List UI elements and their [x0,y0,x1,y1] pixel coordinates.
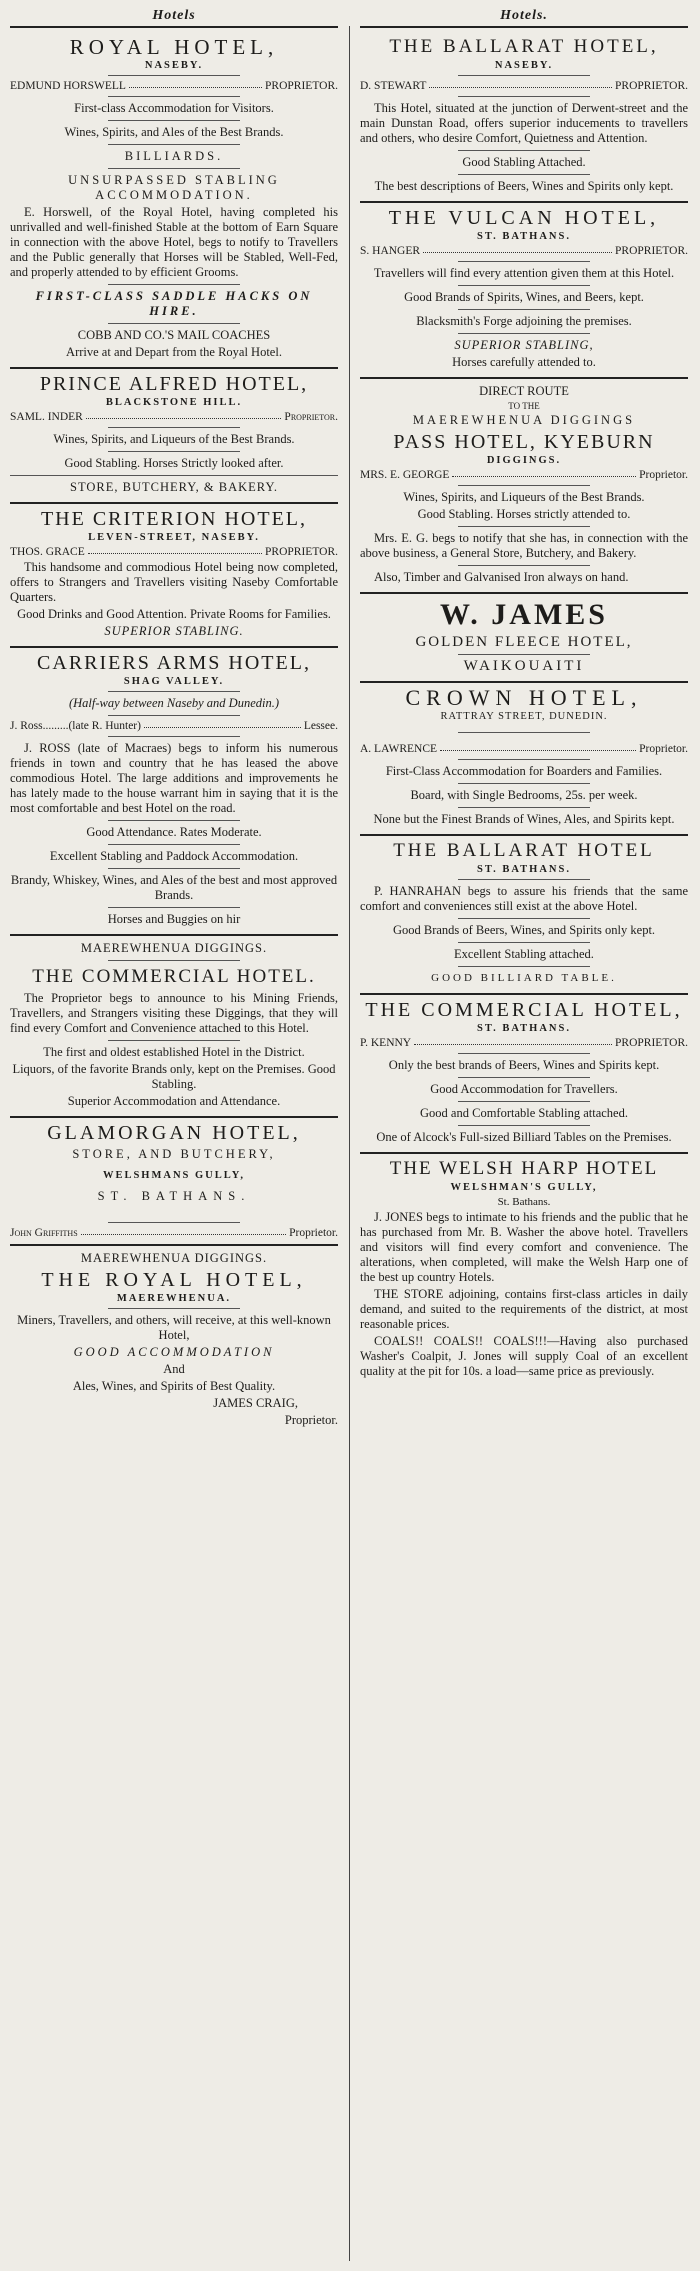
ad-line: Good Stabling Attached. [462,155,586,169]
ad-commercial-hotel-st-bathans [360,995,688,1154]
ad-place: WELSHMAN'S GULLY, [450,1182,598,1193]
ad-body: Mrs. E. G. begs to notify that she has, in connection with the above business, a General Store, Butchery, and Bakery. [360,531,688,560]
proprietor-line: EDMUND HORSWELL PROPRIETOR. [10,80,338,92]
ad-line: Wines, Spirits, and Ales of the Best Brands. [64,125,284,139]
ad-title: THE COMMERCIAL HOTEL. [32,966,316,987]
ad-line: Board, with Single Bedrooms, 25s. per week. [410,788,638,802]
ad-body: COALS!! COALS!! COALS!!!—Having also purchased Washer's Coalpit, J. Jones will supply Coal of an excellent quality at the pit for 10s. a load—same price as previously. [360,1334,688,1378]
ad-kicker: MAEREWHENUA DIGGINGS [412,413,636,427]
ad-carriers-arms-hotel [10,648,338,936]
ad-commercial-hotel-diggings [10,936,338,1118]
ad-body: THE STORE adjoining, contains first-class articles in daily demand, and suited to the requirements of the district, at most reasonable prices. [360,1287,688,1331]
ad-body: P. HANRAHAN begs to assure his friends that the same comfort and conveniences still exist at the above Hotel. [360,884,688,913]
ad-line: Wines, Spirits, and Liqueurs of the Best Brands. [53,432,295,446]
ad-line: Blacksmith's Forge adjoining the premises. [416,314,632,328]
ad-line: GOOD ACCOMMODATION [73,1345,275,1359]
ad-pass-hotel [360,379,688,594]
ad-line: BILLIARDS. [124,149,224,163]
ad-line: Good Brands of Beers, Wines, and Spirits only kept. [392,923,656,937]
ad-line: One of Alcock's Full-sized Billiard Tables on the Premises. [376,1130,672,1144]
ad-line: Good Stabling. Horses strictly attended to. [417,507,631,521]
ad-place: St. Bathans. [497,1196,551,1208]
ad-line: Excellent Stabling and Paddock Accommodation. [49,849,299,863]
proprietor-name: JAMES CRAIG, [213,1396,298,1410]
proprietor-line: SAML. INDER Proprietor. [10,411,338,423]
ad-line: The best descriptions of Beers, Wines and Spirits only kept. [374,179,674,193]
ad-title: THE BALLARAT HOTEL, [389,36,659,57]
ad-place: DIGGINGS. [486,455,562,466]
ad-place: NASEBY. [144,60,204,71]
ad-line: Only the best brands of Beers, Wines and Spirits kept. [388,1058,660,1072]
ad-line: Also, Timber and Galvanised Iron always on hand. [374,570,629,584]
ad-line: Superior Accommodation and Attendance. [67,1094,281,1108]
ad-title: THE ROYAL HOTEL, [41,1269,307,1291]
ad-line: Miners, Travellers, and others, will receive, at this well-known Hotel, [17,1313,331,1342]
lessee-line: J. Ross.........(late R. Hunter) Lessee. [10,720,338,732]
ad-line: Horses carefully attended to. [452,355,596,369]
column-heading-right: Hotels. [360,8,688,28]
ad-line: First-class Accommodation for Visitors. [74,101,274,115]
ad-title: PRINCE ALFRED HOTEL, [39,373,309,395]
ad-title: CARRIERS ARMS HOTEL, [37,652,311,674]
ad-place: RATTRAY STREET, DUNEDIN. [440,711,608,722]
ad-golden-fleece-hotel [360,594,688,683]
ad-line: COBB AND CO.'S MAIL COACHES [77,328,271,342]
column-heading-left: Hotels [10,8,338,28]
ad-kicker: TO THE [508,401,540,411]
column-divider [349,26,350,2261]
ad-place: ST. BATHANS. [477,1023,571,1034]
ad-body: The Proprietor begs to announce to his Mining Friends, Travellers, and Strangers visiting these Diggings, that they will find every Comfort and Convenience attached to this Hotel. [10,991,338,1035]
ad-title: THE COMMERCIAL HOTEL, [365,999,683,1021]
ad-subtitle: ST. BATHANS. [97,1189,251,1203]
ad-subtitle: WELSHMANS GULLY, [102,1170,246,1181]
ad-line: Horses and Buggies on hir [107,912,241,926]
ad-line: First-Class Accommodation for Boarders and Families. [385,764,663,778]
proprietor-line: P. KENNY PROPRIETOR. [360,1037,688,1049]
ad-line: The first and oldest established Hotel in the District. [43,1045,305,1059]
ad-body: J. JONES begs to intimate to his friends and the public that he has purchased from Mr. B. Washer the above hotel. Travellers and visitors will find every comfort and convenience. The alterations, when completed, will make the Welsh Harp one of the best up country Hotels. [360,1210,688,1284]
ad-title: PASS HOTEL, KYEBURN [393,431,655,453]
ad-title: W. JAMES [440,598,608,631]
ad-line: UNSURPASSED STABLING ACCOMMODATION. [68,173,280,202]
ad-line: Excellent Stabling attached. [454,947,594,961]
ad-line: Good Brands of Spirits, Wines, and Beers, kept. [404,290,644,304]
ad-place: ST. BATHANS. [477,231,571,242]
ad-line: Good Attendance. Rates Moderate. [86,825,262,839]
ad-line: STORE, BUTCHERY, & BAKERY. [70,480,278,494]
ad-body: J. ROSS (late of Macraes) begs to inform his numerous friends in town and country that he has leased the above commodious Hotel. The large additions and improvements he has lately made to the house warrant him in saying that it is the most comfortable and best Hotel on the road. [10,741,338,815]
ad-title: CROWN HOTEL, [405,685,643,710]
ad-subtitle: STORE, AND BUTCHERY, [72,1147,276,1161]
ad-ballarat-hotel-naseby [360,32,688,203]
ad-line: And [163,1362,185,1376]
ad-line: Travellers will find every attention given them at this Hotel. [373,266,675,280]
proprietor-line: MRS. E. GEORGE Proprietor. [360,469,688,481]
ad-body: This handsome and commodious Hotel being now completed, offers to Strangers and Travellers visiting Naseby Comfortable Quarters. [10,560,338,604]
ad-kicker: MAEREWHENUA DIGGINGS. [80,1251,268,1265]
ad-place: NASEBY. [494,60,554,71]
ad-title: ROYAL HOTEL, [69,35,279,59]
ad-line: None but the Finest Brands of Wines, Ales, and Spirits kept. [373,812,675,826]
ad-title: THE CRITERION HOTEL, [40,508,308,530]
ad-subtitle: GOLDEN FLEECE HOTEL, [415,634,633,650]
ad-line: Brandy, Whiskey, Wines, and Ales of the best and most approved Brands. [10,873,338,902]
ad-line: Good Accommodation for Travellers. [430,1082,618,1096]
ad-line: GOOD BILLIARD TABLE. [431,972,617,984]
ad-title: THE WELSH HARP HOTEL [389,1158,659,1179]
ad-royal-hotel-maerewhenua [10,1246,338,1435]
ad-place: BLACKSTONE HILL. [105,397,243,408]
ad-glamorgan-hotel [10,1118,338,1246]
ad-vulcan-hotel [360,203,688,379]
proprietor-role: Proprietor. [284,1413,338,1427]
ad-line: Good and Comfortable Stabling attached. [420,1106,628,1120]
left-column [6,8,342,2263]
ad-line: SUPERIOR STABLING. [104,624,244,638]
ad-place: ST. BATHANS. [477,864,571,875]
ad-line: Wines, Spirits, and Liqueurs of the Best Brands. [403,490,645,504]
ad-kicker: DIRECT ROUTE [479,384,569,398]
ad-line: Ales, Wines, and Spirits of Best Quality. [72,1379,276,1393]
ad-ballarat-hotel-st-bathans [360,836,688,995]
ad-note: (Half-way between Naseby and Dunedin.) [68,696,280,710]
ad-criterion-hotel [10,504,338,648]
ad-subtitle: WAIKOUAITI [463,658,585,674]
ad-title: GLAMORGAN HOTEL, [47,1122,301,1144]
ad-royal-hotel [10,32,338,369]
ad-title: THE BALLARAT HOTEL [393,840,655,861]
ad-line: Arrive at and Depart from the Royal Hotel. [66,345,282,359]
proprietor-line: THOS. GRACE PROPRIETOR. [10,546,338,558]
ad-place: LEVEN-STREET, NASEBY. [88,532,260,543]
proprietor-line: D. STEWART PROPRIETOR. [360,80,688,92]
ad-crown-hotel [360,683,688,836]
proprietor-line: S. HANGER PROPRIETOR. [360,245,688,257]
ad-kicker: MAEREWHENUA DIGGINGS. [80,941,268,955]
proprietor-line: John Griffiths Proprietor. [10,1227,338,1239]
proprietor-line: A. LAWRENCE Proprietor. [360,743,688,755]
ad-prince-alfred-hotel [10,369,338,504]
ad-line: Good Stabling. Horses Strictly looked after. [64,456,284,470]
ad-title: THE VULCAN HOTEL, [388,207,660,229]
ad-line: FIRST-CLASS SADDLE HACKS ON HIRE. [35,289,313,318]
right-column [356,8,692,2263]
ad-body: E. Horswell, of the Royal Hotel, having completed his unrivalled and well-finished Stable at the bottom of Earn Square in connection with the above Hotel, begs to notify to Travellers and the Public generally that Horses will be Stabled, Well-Fed, and properly attended to by efficient Grooms. [10,205,338,279]
ad-line: SUPERIOR STABLING, [454,338,594,352]
ad-body: This Hotel, situated at the junction of Derwent-street and the main Dunstan Road, offers superior inducements to travellers and others, who desire Comfort, Quietness and Attention. [360,101,688,145]
ad-place: MAEREWHENUA. [116,1293,232,1304]
ad-line: Good Drinks and Good Attention. Private Rooms for Families. [17,607,331,621]
ad-line: Liquors, of the favorite Brands only, kept on the Premises. Good Stabling. [12,1062,336,1091]
ad-welsh-harp-hotel [360,1154,688,1386]
ad-place: SHAG VALLEY. [123,676,225,687]
